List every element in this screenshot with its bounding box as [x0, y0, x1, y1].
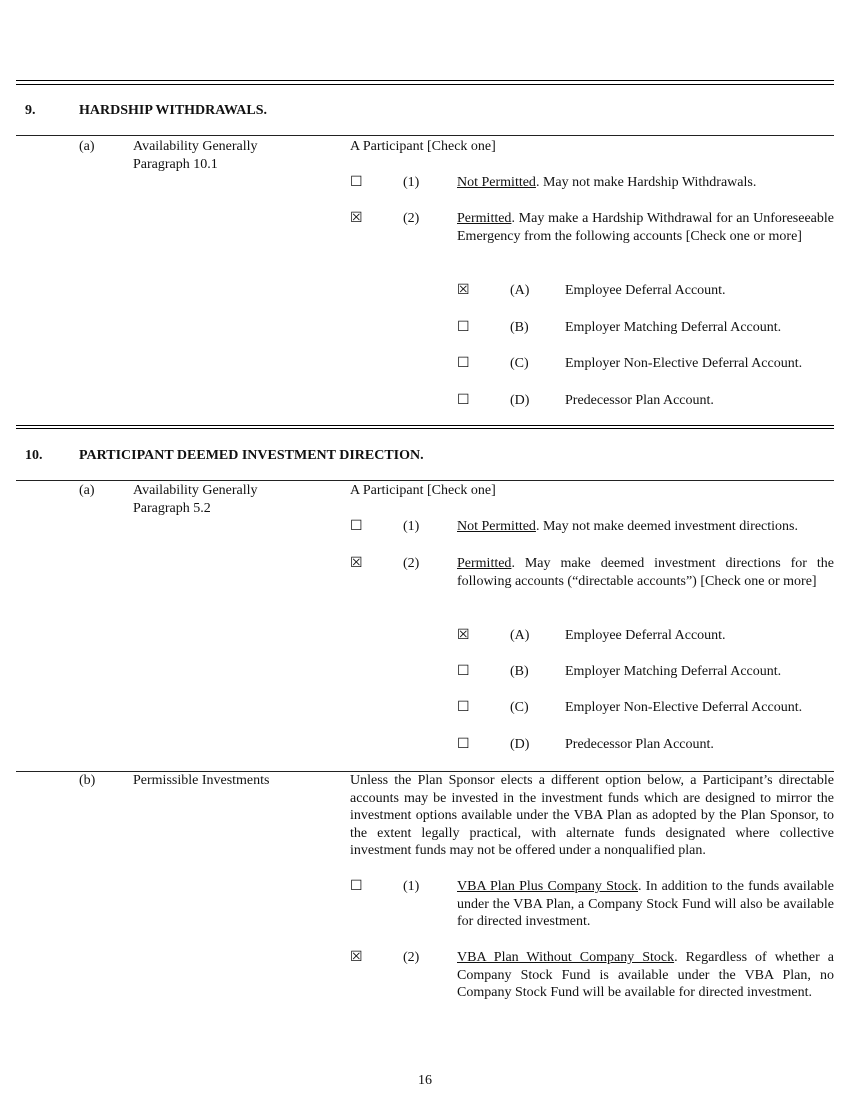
s10b-opt2-checkbox[interactable]: ☒: [350, 949, 363, 965]
s10b-opt1-term: VBA Plan Plus Company Stock: [457, 879, 638, 894]
s9a-sub-d-checkbox[interactable]: ☐: [457, 392, 470, 408]
section-10-rule: [16, 480, 834, 481]
s9a-sub-a-checkbox[interactable]: ☒: [457, 282, 470, 298]
s10b-opt2-number: (2): [403, 950, 420, 965]
s10b-opt1-text: [457, 878, 834, 931]
s9a-label-line1: Availability Generally: [133, 139, 258, 154]
top-double-rule-2: [16, 84, 834, 85]
top-double-rule-1: [16, 80, 834, 81]
s9a-sub-b-letter: (B): [510, 320, 529, 335]
s10b-intro: Unless the Plan Sponsor elects a different option below, a Participant’s directable accounts may be invested in the investment funds which are designed to mirror the investment options available under the VBA Plan as adopted by the Plan Sponsor, to the extent legally practical, with alternate funds designated where collective investment funds may not be offered under a nonqualified plan.: [350, 773, 834, 858]
s9a-sub-d-text: Predecessor Plan Account.: [565, 393, 714, 408]
s10a-sub-a-letter: (A): [510, 628, 530, 643]
s10a-sub-b-letter: (B): [510, 664, 529, 679]
s10a-sub-c-checkbox[interactable]: ☐: [457, 699, 470, 715]
s9a-sub-c-letter: (C): [510, 356, 529, 371]
s10a-label: [133, 482, 258, 517]
s10a-sub-b-text: Employer Matching Deferral Account.: [565, 664, 782, 679]
s10a-label-line1: Availability Generally: [133, 483, 258, 498]
s9a-opt1-term: Not Permitted: [457, 175, 536, 190]
s9a-opt2-checkbox[interactable]: ☒: [350, 210, 363, 226]
page-number: 16: [418, 1073, 432, 1088]
s9a-opt2-text: [457, 210, 834, 245]
s10a-opt1-term: Not Permitted: [457, 519, 536, 534]
s10b-label: Permissible Investments: [133, 773, 270, 788]
s9a-opt2-term: Permitted: [457, 211, 512, 226]
s9a-sub-d-letter: (D): [510, 393, 530, 408]
section-10-title: PARTICIPANT DEEMED INVESTMENT DIRECTION.: [79, 448, 424, 463]
s10a-sub-a-checkbox[interactable]: ☒: [457, 627, 470, 643]
s10a-intro: A Participant [Check one]: [350, 483, 496, 498]
s10a-opt2-number: (2): [403, 556, 420, 571]
s10a-sub-d-checkbox[interactable]: ☐: [457, 736, 470, 752]
s10a-opt1-desc: . May not make deemed investment directions.: [535, 519, 798, 534]
s10b-opt1-desc: . In addition to the funds available under the VBA Plan, a Company Stock Fund will also be available for directed investment.: [457, 879, 834, 929]
s10b-opt2-desc: . Regardless of whether a Company Stock Fund is available under the VBA Plan, no Company Stock Fund will be available for directed investment.: [457, 950, 834, 1000]
s9a-opt1-number: (1): [403, 175, 420, 190]
s10b-opt1-number: (1): [403, 879, 420, 894]
mid-double-rule-1: [16, 425, 834, 426]
s10a-letter: (a): [79, 483, 95, 498]
mid-double-rule-2: [16, 428, 834, 429]
s10b-opt2-text: [457, 949, 834, 1002]
s10a-opt2-desc: . May make deemed investment directions for the following accounts (“directable accounts”) [Check one or more]: [457, 556, 834, 589]
s10a-opt2-text: [457, 555, 834, 590]
s10a-sub-c-text: Employer Non-Elective Deferral Account.: [565, 700, 803, 715]
s10a-sub-d-text: Predecessor Plan Account.: [565, 737, 714, 752]
s9a-sub-b-text: Employer Matching Deferral Account.: [565, 320, 782, 335]
s10a-label-line2: Paragraph 5.2: [133, 500, 211, 516]
s10a-sub-b-checkbox[interactable]: ☐: [457, 663, 470, 679]
s9a-opt1-checkbox[interactable]: ☐: [350, 174, 363, 190]
s10a-sub-c-letter: (C): [510, 700, 529, 715]
s10b-opt1-checkbox[interactable]: ☐: [350, 878, 363, 894]
s10a-opt1-text: [457, 518, 834, 536]
section-10-number: 10.: [25, 448, 43, 463]
s9a-label: [133, 138, 258, 173]
s10a-opt1-number: (1): [403, 519, 420, 534]
s9a-opt1-desc: . May not make Hardship Withdrawals.: [535, 175, 757, 190]
s10a-sub-a-text: Employee Deferral Account.: [565, 628, 726, 643]
s9a-label-line2: Paragraph 10.1: [133, 156, 218, 172]
s10a-opt2-checkbox[interactable]: ☒: [350, 555, 363, 571]
s9a-sub-c-text: Employer Non-Elective Deferral Account.: [565, 356, 803, 371]
s10b-opt2-term: VBA Plan Without Company Stock: [457, 950, 675, 965]
s9a-letter: (a): [79, 139, 95, 154]
section-9-number: 9.: [25, 103, 36, 118]
section-9-rule: [16, 135, 834, 136]
s9a-sub-a-letter: (A): [510, 283, 530, 298]
s10a-opt2-term: Permitted: [457, 556, 512, 571]
s9a-intro: A Participant [Check one]: [350, 139, 496, 154]
s10b-letter: (b): [79, 773, 96, 788]
s10a-sub-d-letter: (D): [510, 737, 530, 752]
s9a-sub-a-text: Employee Deferral Account.: [565, 283, 726, 298]
s9a-sub-c-checkbox[interactable]: ☐: [457, 355, 470, 371]
s9a-opt2-number: (2): [403, 211, 420, 226]
s9a-sub-b-checkbox[interactable]: ☐: [457, 319, 470, 335]
s10a-opt1-checkbox[interactable]: ☐: [350, 518, 363, 534]
s9a-opt1-text: [457, 174, 834, 192]
s9a-opt2-desc: . May make a Hardship Withdrawal for an Unforeseeable Emergency from the following accounts [Check one or more]: [457, 211, 834, 244]
section-9-title: HARDSHIP WITHDRAWALS.: [79, 103, 268, 118]
